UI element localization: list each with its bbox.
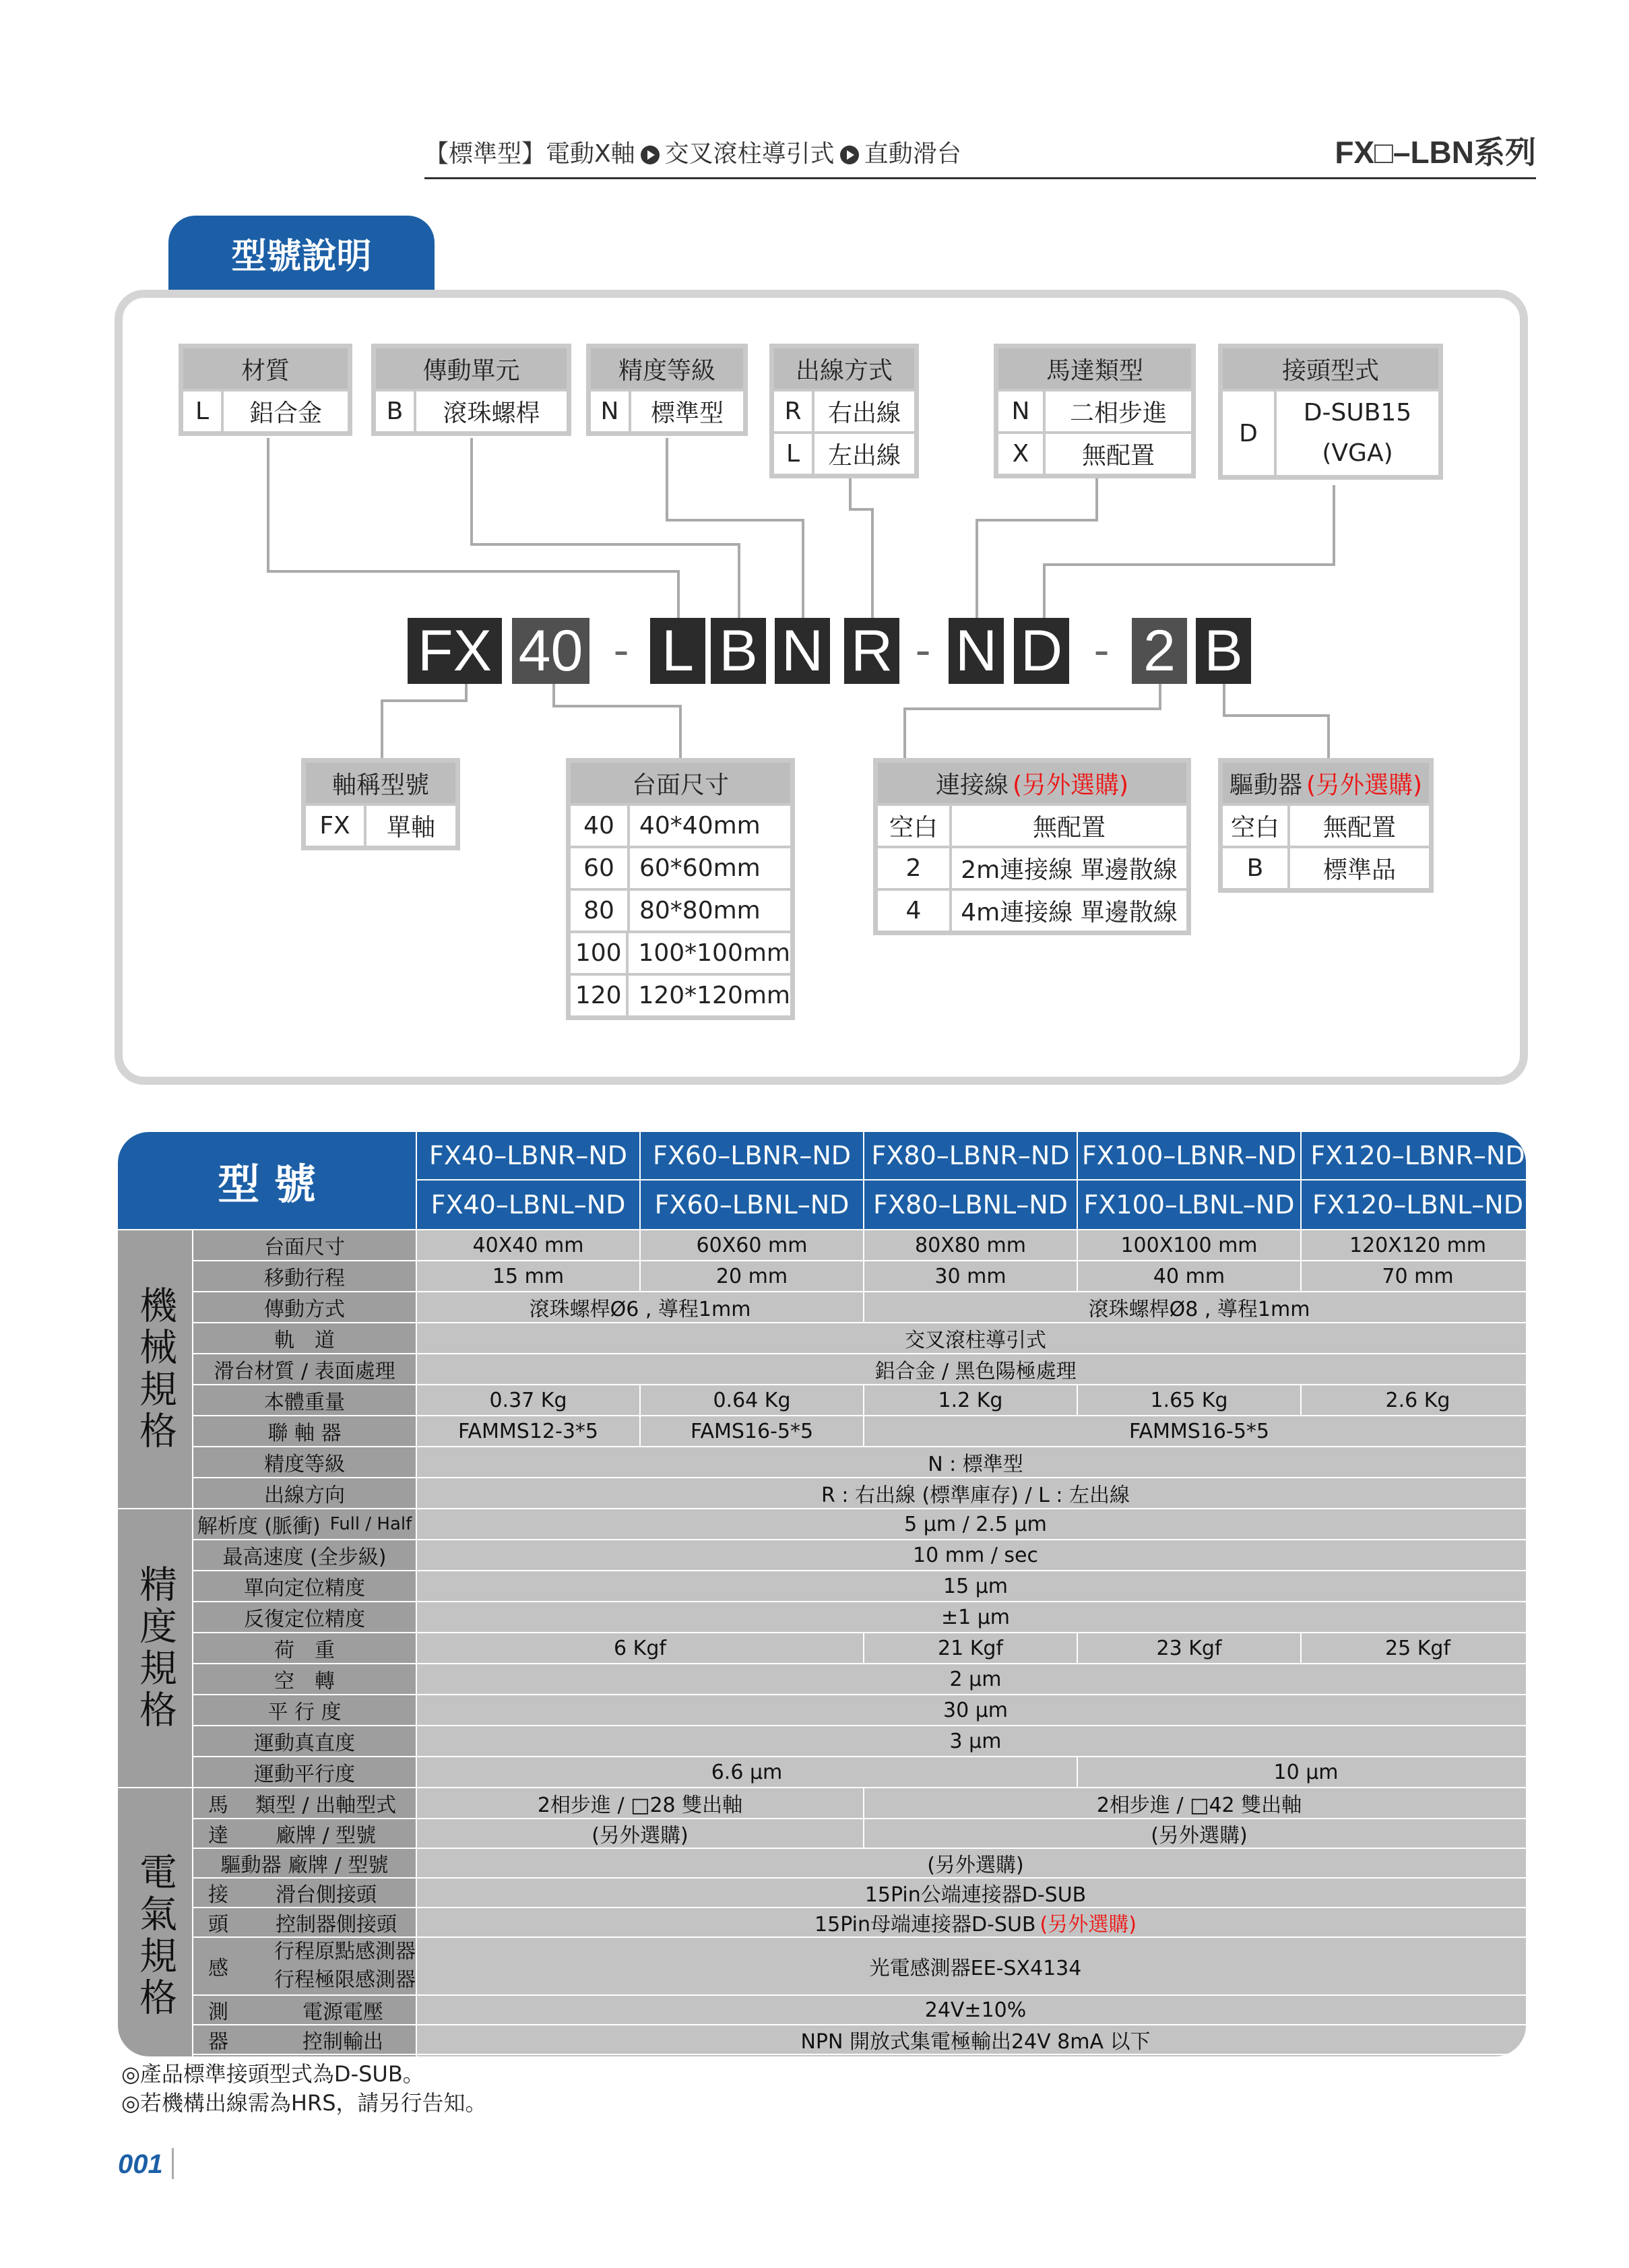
cell: 滾珠螺桿Ø6 , 導程1mm xyxy=(417,1292,863,1322)
row-label-text: 控制輸出 xyxy=(302,2030,383,2054)
box-title: 軸稱型號 xyxy=(306,763,455,803)
desc: 無配置 xyxy=(1322,814,1396,842)
code: 120 xyxy=(571,976,629,1015)
row-label: 移動行程 xyxy=(193,1261,416,1291)
row-label xyxy=(193,1509,416,1539)
desc: 無配置 xyxy=(1081,442,1155,470)
code: D xyxy=(1223,391,1277,475)
cell: FAMS16-5*5 xyxy=(641,1416,863,1446)
row-label-sub: Full / Half xyxy=(329,1514,412,1534)
code-dash: - xyxy=(613,626,629,676)
cell: 5 µm / 2.5 µm xyxy=(417,1509,1526,1539)
driver-box xyxy=(1218,758,1434,893)
model-header: FX60–LBNL–ND xyxy=(641,1180,863,1229)
model-header: FX40–LBNL–ND xyxy=(417,1180,639,1229)
row-label-text: 控制器側接頭 xyxy=(276,1913,397,1936)
row-label xyxy=(193,1879,416,1907)
code: 60 xyxy=(571,848,630,888)
code-dash: - xyxy=(915,626,931,676)
model-header: FX80–LBNR–ND xyxy=(864,1132,1077,1179)
row-label-text: 行程極限感測器 xyxy=(274,1968,416,1992)
cell: 15 mm xyxy=(417,1261,639,1291)
precision-box xyxy=(586,344,748,436)
cell: R : 右出線 (標準庫存) / L : 左出線 xyxy=(417,1478,1526,1508)
cell: 滾珠螺桿Ø8 , 導程1mm xyxy=(864,1292,1526,1322)
cell: 25 Kgf xyxy=(1302,1633,1526,1663)
desc: D-SUB15 xyxy=(1303,399,1412,427)
category-electrical: 電氣規格 xyxy=(118,1788,192,2056)
cell: 10 µm xyxy=(1078,1757,1526,1787)
series-title: FX□–LBN系列 xyxy=(1335,135,1536,170)
motor-box xyxy=(994,344,1196,478)
row-label-text: 行程原點感測器 xyxy=(274,1940,416,1963)
row-label xyxy=(193,2025,416,2054)
code-part-cable: 2 xyxy=(1132,618,1187,684)
box-title xyxy=(878,763,1186,803)
cell: 20 mm xyxy=(641,1261,863,1291)
code: X xyxy=(998,434,1046,474)
code: 100 xyxy=(571,933,629,973)
box-title: 出線方式 xyxy=(774,348,914,389)
desc: 標準品 xyxy=(1322,856,1396,884)
cell: N : 標準型 xyxy=(417,1447,1526,1477)
cell: 40X40 mm xyxy=(417,1230,639,1260)
code-part-cable-exit: R xyxy=(844,618,899,684)
row-label: 精度等級 xyxy=(193,1447,416,1477)
row-label: 反復定位精度 xyxy=(193,1602,416,1632)
row-label: 最高速度 (全步級) xyxy=(193,1540,416,1570)
cell: 40 mm xyxy=(1078,1261,1300,1291)
desc: 二相步進 xyxy=(1069,400,1167,427)
row-label-text: 廠牌 / 型號 xyxy=(276,1824,377,1848)
group-label: 頭 xyxy=(208,1913,228,1936)
page-number-divider xyxy=(172,2148,174,2179)
code-part-driver: B xyxy=(1196,618,1251,684)
page-number: 001 xyxy=(118,2149,163,2179)
desc: 單軸 xyxy=(386,814,435,842)
box-title: 傳動單元 xyxy=(376,348,567,389)
box-title xyxy=(1223,763,1429,803)
group-label: 接 xyxy=(208,1883,228,1907)
row-label xyxy=(193,1908,416,1936)
code: FX xyxy=(306,806,366,846)
model-header: FX100–LBNR–ND xyxy=(1078,1132,1300,1179)
box-title: 材質 xyxy=(183,348,348,389)
model-label: 型 號 xyxy=(118,1132,416,1229)
code: N xyxy=(591,391,631,431)
notes xyxy=(121,2060,487,2118)
code-dash: - xyxy=(1093,626,1110,676)
row-label xyxy=(193,1996,416,2024)
code: 空白 xyxy=(878,806,952,846)
cell: 6 Kgf xyxy=(417,1633,863,1663)
desc: 120*120mm xyxy=(638,982,790,1009)
category-mechanical: 機械規格 xyxy=(118,1230,192,1508)
cable-box xyxy=(873,758,1191,935)
cell: 100X100 mm xyxy=(1078,1230,1300,1260)
row-label: 出線方向 xyxy=(193,1478,416,1508)
cell: 1.65 Kg xyxy=(1078,1385,1300,1415)
model-header: FX100–LBNL–ND xyxy=(1078,1180,1300,1229)
row-label-text: 解析度 (脈衝) xyxy=(197,1515,321,1538)
desc: 滾珠螺桿 xyxy=(443,400,540,427)
axis-box xyxy=(301,758,460,850)
code-part-drive: B xyxy=(711,618,766,684)
cell xyxy=(417,2055,1526,2056)
desc: 鋁合金 xyxy=(249,400,322,427)
model-header: FX60–LBNR–ND xyxy=(641,1132,863,1179)
row-label: 運動平行度 xyxy=(193,1757,416,1787)
cell: FAMMS12-3*5 xyxy=(417,1416,639,1446)
desc: 40*40mm xyxy=(639,812,761,840)
breadcrumb-item: 【標準型】電動X軸 xyxy=(424,140,635,168)
cell: 0.64 Kg xyxy=(641,1385,863,1415)
desc: 2m連接線 單邊散線 xyxy=(961,856,1178,884)
cell: 鋁合金 / 黑色陽極處理 xyxy=(417,1354,1526,1384)
desc: 80*80mm xyxy=(639,897,761,924)
desc: 右出線 xyxy=(827,400,901,427)
cell: 23 Kgf xyxy=(1078,1633,1300,1663)
section-title: 型號說明 xyxy=(168,216,435,290)
row-label: 傳動方式 xyxy=(193,1292,416,1322)
box-title: 馬達類型 xyxy=(998,348,1191,389)
cell: 0.37 Kg xyxy=(417,1385,639,1415)
code-part-precision: N xyxy=(775,618,830,684)
cable-exit-box xyxy=(769,344,919,478)
category-precision: 精度規格 xyxy=(118,1509,192,1787)
spec-table xyxy=(118,1132,1526,2056)
cell: NPN 開放式集電極輸出24V 8mA 以下 xyxy=(417,2025,1526,2054)
row-label xyxy=(193,1788,416,1818)
optional-note: (另外選購) xyxy=(1306,771,1423,799)
cell: 30 mm xyxy=(864,1261,1077,1291)
cell: 30 µm xyxy=(417,1695,1526,1725)
cell: 70 mm xyxy=(1302,1261,1526,1291)
cell: 15Pin公端連接器D-SUB xyxy=(417,1879,1526,1907)
row-label: 本體重量 xyxy=(193,1385,416,1415)
cell: 10 mm / sec xyxy=(417,1540,1526,1570)
row-label-text: 類型 / 出軸型式 xyxy=(255,1794,397,1817)
box-title-text: 驅動器 xyxy=(1229,771,1302,799)
cell: 2相步進 / □28 雙出軸 xyxy=(417,1788,863,1818)
cell: 6.6 µm xyxy=(417,1757,1077,1787)
desc: 無配置 xyxy=(1032,814,1106,842)
row-label-text: 電源電壓 xyxy=(302,2001,383,2024)
code: N xyxy=(998,391,1046,431)
breadcrumb-item: 直動滑台 xyxy=(864,140,961,168)
row-label xyxy=(193,2055,416,2056)
row-label: 平 行 度 xyxy=(193,1695,416,1725)
row-label: 聯 軸 器 xyxy=(193,1416,416,1446)
model-header: FX120–LBNR–ND xyxy=(1302,1132,1526,1179)
cell: 15 µm xyxy=(417,1571,1526,1601)
code: 80 xyxy=(571,891,630,931)
note-line: ◎產品標準接頭型式為D-SUB。 xyxy=(121,2061,424,2087)
box-title-text: 連接線 xyxy=(935,771,1009,799)
cell: 光電感測器EE-SX4134 xyxy=(417,1938,1526,1994)
breadcrumb-item: 交叉滾柱導引式 xyxy=(664,140,835,168)
cell: 80X80 mm xyxy=(864,1230,1077,1260)
cell: 1.2 Kg xyxy=(864,1385,1077,1415)
code: R xyxy=(774,391,814,431)
row-label: 台面尺寸 xyxy=(193,1230,416,1260)
note-line: ◎若機構出線需為HRS，請另行告知。 xyxy=(121,2090,487,2116)
code: B xyxy=(1223,848,1290,888)
cell: FAMMS16-5*5 xyxy=(864,1416,1526,1446)
code-part-size: 40 xyxy=(512,618,589,684)
cell: ±1 µm xyxy=(417,1602,1526,1632)
code: L xyxy=(183,391,224,431)
code-part-series: FX xyxy=(408,618,502,684)
material-box xyxy=(179,344,352,436)
table-size-box xyxy=(566,758,795,1020)
cell: 21 Kgf xyxy=(864,1633,1077,1663)
model-header: FX80–LBNL–ND xyxy=(864,1180,1077,1229)
cell: 24V±10% xyxy=(417,1996,1526,2024)
row-label: 滑台材質 / 表面處理 xyxy=(193,1354,416,1384)
code: 空白 xyxy=(1223,806,1290,846)
row-label: 空 轉 xyxy=(193,1664,416,1694)
desc: 100*100mm xyxy=(638,939,790,967)
cell-text: 15Pin母端連接器D-SUB xyxy=(814,1913,1036,1936)
group-label: 器 xyxy=(208,2030,228,2054)
cell: 2.6 Kg xyxy=(1302,1385,1526,1415)
cell: 2相步進 / □42 雙出軸 xyxy=(864,1788,1526,1818)
group-label: 達 xyxy=(208,1824,228,1848)
cell: 交叉滾柱導引式 xyxy=(417,1323,1526,1353)
cell-optional: (另外選購) xyxy=(417,1849,1526,1877)
cell: 120X120 mm xyxy=(1302,1230,1526,1260)
desc: 左出線 xyxy=(827,442,901,470)
code-part-motor: N xyxy=(949,618,1004,684)
box-title: 台面尺寸 xyxy=(571,763,790,803)
cell-optional: (另外選購) xyxy=(417,1819,863,1848)
cell xyxy=(417,1908,1526,1936)
group-label: 馬 xyxy=(208,1794,228,1817)
row-label-text: 滑台側接頭 xyxy=(276,1883,377,1907)
group-label: 測 xyxy=(208,2001,228,2024)
row-label xyxy=(193,1938,416,1994)
drive-box xyxy=(371,344,571,436)
row-label xyxy=(193,1819,416,1848)
desc: 標準型 xyxy=(650,400,724,427)
model-header: FX120–LBNL–ND xyxy=(1302,1180,1526,1229)
cell: 3 µm xyxy=(417,1726,1526,1756)
code: L xyxy=(774,434,814,474)
row-label: 驅動器 廠牌 / 型號 xyxy=(193,1849,416,1877)
desc: 60*60mm xyxy=(639,854,761,882)
row-label: 軌 道 xyxy=(193,1323,416,1353)
code: 40 xyxy=(571,806,630,846)
box-title: 接頭型式 xyxy=(1223,348,1438,389)
code-part-material: L xyxy=(650,618,705,684)
group-label: 感 xyxy=(208,1957,228,1980)
cell-optional: (另外選購) xyxy=(1040,1913,1137,1936)
row-label: 荷 重 xyxy=(193,1633,416,1663)
optional-note: (另外選購) xyxy=(1012,771,1129,799)
code: 2 xyxy=(878,848,952,888)
model-header: FX40–LBNR–ND xyxy=(417,1132,639,1179)
cell: 60X60 mm xyxy=(641,1230,863,1260)
code: 4 xyxy=(878,891,952,931)
connector-box xyxy=(1218,344,1443,480)
desc-sub: (VGA) xyxy=(1322,439,1393,467)
cell-optional: (另外選購) xyxy=(864,1819,1526,1848)
box-title: 精度等級 xyxy=(591,348,743,389)
row-label: 運動真直度 xyxy=(193,1726,416,1756)
row-label: 單向定位精度 xyxy=(193,1571,416,1601)
code-part-connector: D xyxy=(1014,618,1069,684)
code: B xyxy=(376,391,416,431)
desc: 4m連接線 單邊散線 xyxy=(961,899,1178,926)
cell: 2 µm xyxy=(417,1664,1526,1694)
